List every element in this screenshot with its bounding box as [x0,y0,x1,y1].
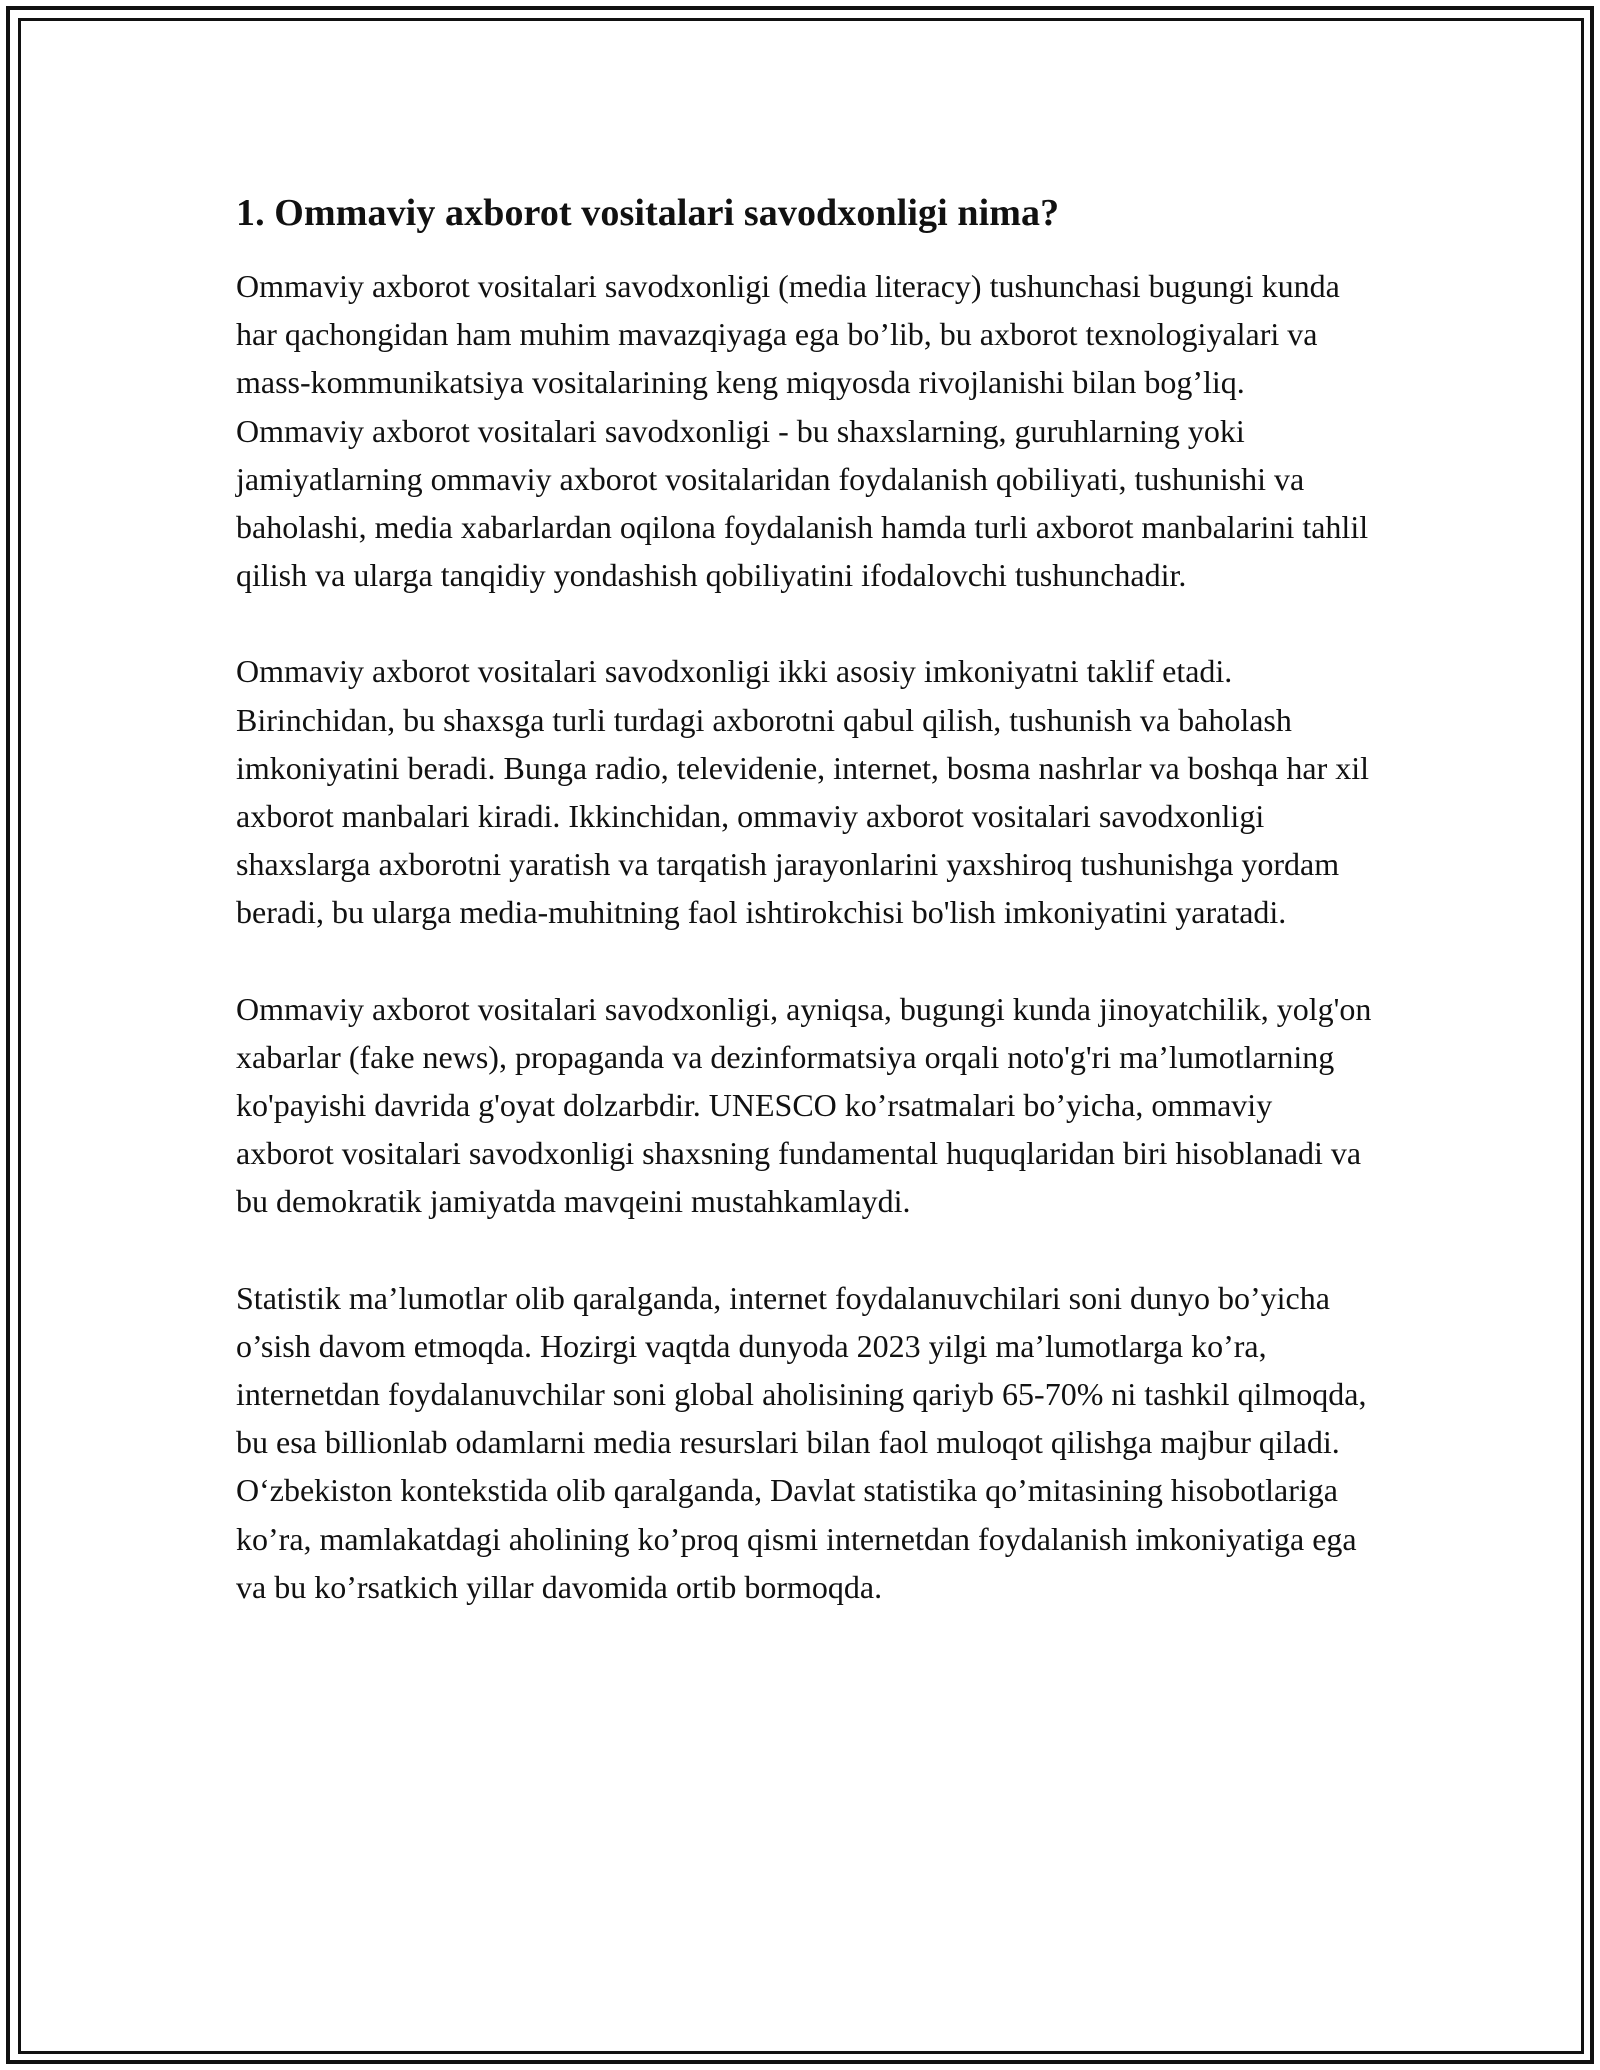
paragraph-statistics: Statistik ma’lumotlar olib qaralganda, internet foydalanuvchilari soni dunyo bo’yicha o’sish davom etmoqda. Hozirgi vaqtda dunyoda 2023 yilgi ma’lumotlarga ko’ra, internetdan foydalanuvchilar soni global aholisining qariyb 65-70% ni tashkil qilmoqda, bu esa billionlab odamlarni media resurslari bilan faol muloqot qilishga majbur qiladi. O‘zbekiston kontekstida olib qaralganda, Davlat statistika qo’mitasining hisobotlariga ko’ra, mamlakatdagi aholining ko’proq qismi internetdan foydalanish imkoniyatiga ega va bu ko’rsatkich yillar davomida ortib bormoqda. [236,1279,1367,1605]
document-body [236,188,1376,1659]
section-heading: 1. Ommaviy axborot vositalari savodxonligi nima? [236,192,1060,234]
paragraph-definition: Ommaviy axborot vositalari savodxonligi (media literacy) tushunchasi bugungi kunda har qachongidan ham muhim mavazqiyaga ega bo’lib, bu axborot texnologiyalari va mass-kommunikatsiya vositalarining keng miqyosda rivojlanishi bilan bog’liq. Ommaviy axborot vositalari savodxonligi - bu shaxslarning, guruhlarning yoki jamiyatlarning ommaviy axborot vositalaridan foydalanish qobiliyati, tushunishi va baholashi, media xabarlardan oqilona foydalanish hamda turli axborot manbalarini tahlil qilish va ularga tanqidiy yondashish qobiliyatini ifodalovchi tushunchadir. [236,268,1369,594]
paragraph-relevance: Ommaviy axborot vositalari savodxonligi, ayniqsa, bugungi kunda jinoyatchilik, yolg'on xabarlar (fake news), propaganda va dezinformatsiya orqali noto'g'ri ma’lumotlarning ko'payishi davrida g'oyat dolzarbdir. UNESCO ko’rsatmalari bo’yicha, ommaviy axborot vositalari savodxonligi shaxsning fundamental huquqlaridan biri hisoblanadi va bu demokratik jamiyatda mavqeini mustahkamlaydi. [236,990,1372,1220]
paragraph-opportunities: Ommaviy axborot vositalari savodxonligi ikki asosiy imkoniyatni taklif etadi. Birinchidan, bu shaxsga turli turdagi axborotni qabul qilish, tushunish va baholash imkoniyatini beradi. Bunga radio, televidenie, internet, bosma nashrlar va boshqa har xil axborot manbalari kiradi. Ikkinchidan, ommaviy axborot vositalari savodxonligi shaxslarga axborotni yaratish va tarqatish jarayonlarini yaxshiroq tushunishga yordam beradi, bu ularga media-muhitning faol ishtirokchisi bo'lish imkoniyatini yaratadi. [236,653,1370,931]
